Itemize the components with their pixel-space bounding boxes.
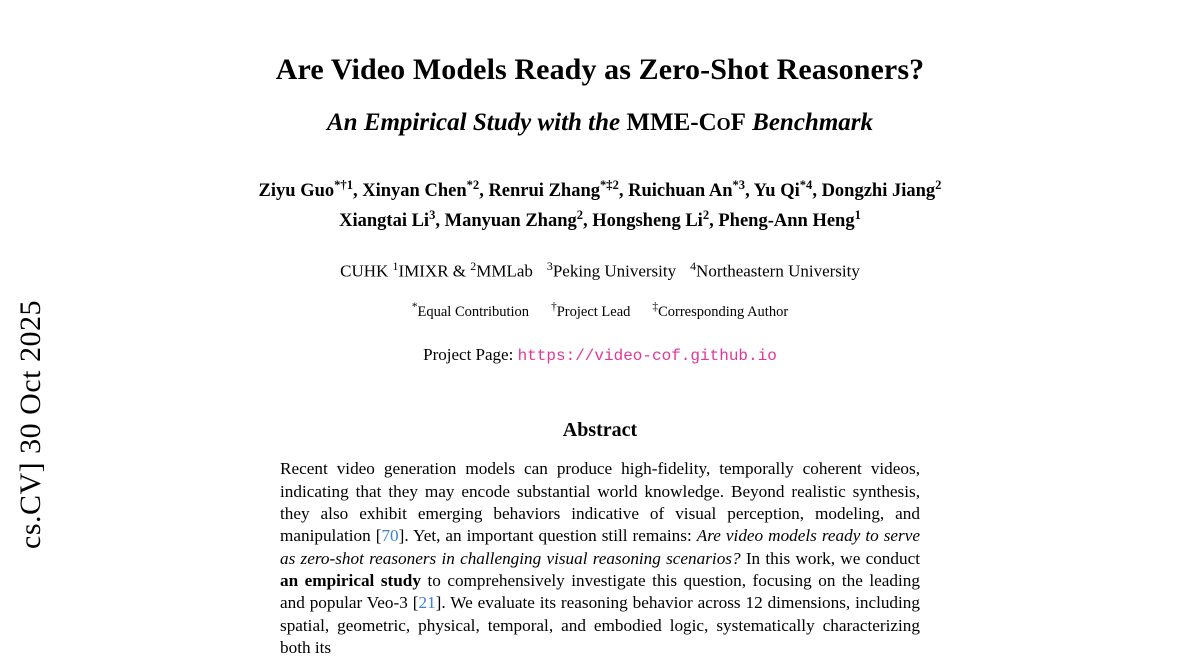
abstract-segment: ]. Yet, an important question still remains: xyxy=(398,526,697,546)
project-page-line xyxy=(240,345,960,365)
citation-link[interactable]: 21 xyxy=(418,593,436,613)
paper-content-column xyxy=(240,0,960,659)
abstract-heading: Abstract xyxy=(562,419,638,442)
author-footnotes: *Equal Contribution †Project Lead ‡Corresponding Author xyxy=(411,301,789,321)
abstract-segment: Recent video generation models can produce high-fidelity, temporally coherent videos, indicating that they may encode substantial world knowledge. Beyond realistic synthesis, they also exhibit emerging behaviors indicative of visual perception, modeling, and manipulation [ xyxy=(280,459,920,546)
abstract-segment: ]. We evaluate its reasoning behavior across 12 dimensions, including spatial, geometric, physical, temporal, and embodied logic, systematically characterizing both its xyxy=(280,593,920,658)
benchmark-name: MME-CoF xyxy=(626,109,746,137)
abstract-text xyxy=(280,458,920,659)
subtitle-suffix: Benchmark xyxy=(745,109,874,137)
author-line-1: Ziyu Guo$^{*\dagger 1}$, Xinyan Chen$^{*2}$, Renrui Zhang$^{*\ddagger 2}$, Ruichuan An$^{*3}$, Yu Qi$^{*4}$, Dongzhi Jiang$^2$ xyxy=(258,178,942,202)
citation-link[interactable]: 70 xyxy=(381,526,399,546)
abstract-emphasis: Are video models ready to serve as zero-shot reasoners in challenging visual reasoning scenarios? xyxy=(280,526,921,568)
page-subtitle xyxy=(240,108,960,138)
arxiv-identifier-stamp: cs.CV] 30 Oct 2025 xyxy=(14,300,47,549)
abstract-segment: to comprehensively investigate this question, focusing on the leading and popular Veo-3 [ xyxy=(280,570,920,613)
author-line-2: Xiangtai Li$^3$, Manyuan Zhang$^2$, Hongsheng Li$^2$, Pheng-Ann Heng$^1$ xyxy=(339,208,861,232)
page-title: Are Video Models Ready as Zero-Shot Reasoners? xyxy=(275,53,925,86)
author-list xyxy=(240,176,960,236)
affiliation-list: CUHK $^1$IMIXR & $^2$MMLab $^3$Peking University $^4$Northeastern University xyxy=(340,258,860,281)
project-page-link[interactable]: https://video-cof.github.io xyxy=(517,347,777,366)
subtitle-prefix: An Empirical Study with the xyxy=(326,109,627,137)
abstract-strong: an empirical study xyxy=(280,570,421,590)
project-page-label: Project Page: xyxy=(423,345,514,365)
abstract-segment: In this work, we conduct xyxy=(740,548,920,568)
